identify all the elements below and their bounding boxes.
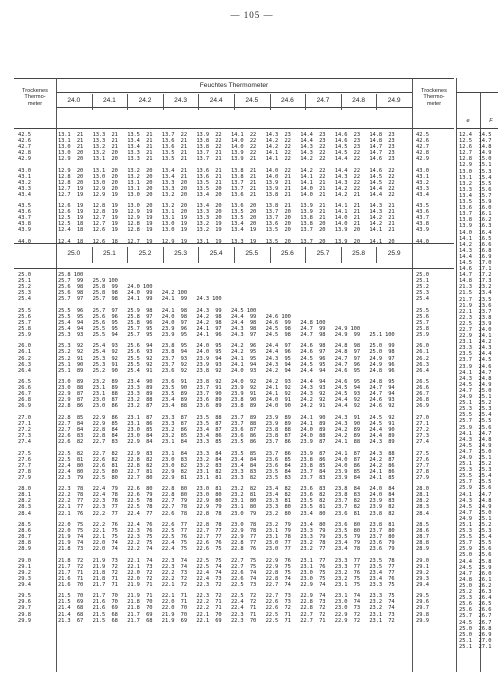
left-header-label: Trockenes Thermo- meter [22,88,48,107]
wet-bulb-rows: 22.8 85 22.9 86 23.1 87 23.3 87 23.5 88 23.7 89 23.9 89 24.1 90 24.3 91 24.5 92 22.7 84 22.9 85 23.1 86 23.3 87 23.5 87 23.7 88 23.9 89 24.1 89 24.3 90 24.5 91 22.7 84 22.8 84 23.0 85 23.2 86 23.4 87 23.6 87 23.8 88 24.0 89 24.2 89 24.4 90 22.6 83 22.8 84 23.0 84 23.2 85 23.4 86 23.6 86 23.8 87 24.0 88 24.2 89 24.4 89 22.6 82 22.7 83 22.9 84 23.1 84 23.3 85 23.5 86 23.7 86 23.9 87 24.1 88 24.3 89 [58,414,395,446]
column-divider [270,247,271,263]
header-bottom-rule [14,128,454,129]
dry-temp-right: 27.5 27.6 27.7 27.8 27.9 [416,450,429,481]
column-divider [92,247,93,263]
column-header: 25.4 [209,250,223,257]
column-header: 24.0 [67,97,81,104]
column-divider [92,94,93,110]
wet-bulb-rows: 25.5 96 25.7 97 25.9 98 24.1 98 24.3 99 24.5 100 25.5 95 25.6 96 25.8 97 24.0 98 24.2 98 24.4 99 24.6 100 25.4 94 25.6 95 25.8 96 24.0 97 24.2 98 24.4 98 24.6 99 24.8 100 25.4 94 25.5 95 25.7 95 23.9 96 24.1 97 24.3 98 24.5 98 24.7 99 24.9 100 25.3 93 25.5 94 25.7 95 23.9 95 24.1 96 24.3 97 24.5 98 24.7 98 24.9 99 25.1 100 [58,307,395,339]
dry-temp-right: 43.0 43.1 43.2 43.3 43.4 [416,167,429,198]
wet-bulb-rows: 12.6 19 12.8 19 13.0 20 13.2 20 13.4 20 13.6 20 13.8 21 13.9 21 14.1 21 14.3 21 12.6 19 12.8 19 12.9 19 13.1 20 13.3 20 13.5 20 13.7 20 13.9 21 14.1 21 14.3 21 12.5 19 12.7 19 12.9 19 13.1 19 13.3 20 13.5 20 13.7 20 13.8 21 14.0 21 14.2 21 12.5 18 12.7 19 12.8 19 13.0 19 13.2 19 13.4 20 13.6 20 13.8 20 14.0 21 14.2 21 12.4 18 12.6 19 12.8 19 13.0 19 13.2 19 13.4 19 13.5 20 13.7 20 13.9 20 14.1 21 [58,203,395,234]
mid-bottom-rule [14,268,454,269]
dry-temp-left: 25.5 25.6 25.7 25.8 25.9 [18,307,31,339]
column-header: 24.5 [245,97,259,104]
table-title: Feuchtes Thermometer [199,82,269,89]
column-header: 24.1 [102,97,116,104]
column-divider [127,247,128,263]
dry-temp-left: 26.0 26.1 26.2 26.3 26.4 [18,343,31,374]
column-divider [198,247,199,263]
column-divider [341,247,342,263]
column-divider [127,94,128,110]
column-header: 24.8 [352,97,366,104]
column-header: 25.7 [316,250,330,257]
column-divider [163,94,164,110]
column-divider [376,247,377,263]
dry-temp-right: 28.5 28.6 28.7 28.8 28.9 [416,521,429,553]
column-divider [234,94,235,110]
column-header: 24.6 [280,97,294,104]
wet-bulb-rows: 13.1 21 13.3 21 13.5 21 13.7 22 13.9 22 14.1 22 14.3 23 14.4 23 14.6 23 14.8 23 13.1 21 13.3 21 13.4 21 13.6 21 13.8 22 14.0 22 14.2 22 14.4 23 14.6 23 14.8 23 13.0 21 13.2 21 13.4 21 13.6 21 13.8 22 14.0 22 14.2 22 14.3 22 14.5 23 14.7 23 13.0 20 13.2 20 13.3 21 13.5 21 13.7 21 13.9 22 14.1 22 14.3 22 14.5 22 14.7 23 12.9 20 13.1 20 13.3 21 13.5 21 13.7 21 13.9 21 14.1 22 14.2 22 14.4 22 14.6 23 [58,132,395,163]
dry-temp-right: 29.5 29.6 29.7 29.8 29.9 [416,593,429,624]
wet-bulb-rows: 23.0 89 23.2 89 23.4 90 23.6 91 23.8 92 24.0 92 24.2 93 24.4 94 24.6 95 24.8 95 23.0 88 23.1 89 23.3 89 23.5 90 23.7 91 23.9 92 24.1 92 24.3 93 24.5 94 24.7 94 22.9 87 23.1 88 23.3 89 23.5 89 23.7 90 23.9 91 24.1 92 24.3 92 24.5 93 24.7 94 22.9 87 23.0 87 23.2 88 23.4 89 23.6 89 23.8 90 24.0 91 24.2 92 24.4 92 24.6 93 22.8 86 23.0 86 23.2 87 23.4 88 23.6 89 23.8 89 24.0 90 24.2 91 24.4 92 24.6 92 [58,379,395,410]
wet-bulb-rows: 25.8 100 25.7 99 25.9 100 25.6 98 25.8 99 24.0 100 25.6 98 25.8 98 24.0 99 24.2 100 25.7 97 25.7 98 24.1 99 24.1 99 24.3 100 [58,272,222,303]
dry-temp-left: 28.5 28.6 28.7 28.8 28.9 [18,521,31,553]
column-header: 25.1 [102,250,116,257]
dry-temp-left: 27.5 27.6 27.7 27.8 27.9 [18,450,31,481]
column-divider [341,94,342,110]
dry-temp-left: 43.5 43.6 43.7 43.8 43.9 [18,203,31,234]
dry-temp-right: 43.5 43.6 43.7 43.8 43.9 [416,203,429,234]
dry-temp-right: 25.5 25.6 25.7 25.8 25.9 [416,307,429,339]
dry-temp-right: 29.0 29.1 29.2 29.3 29.4 [416,557,429,588]
dry-temp-right: 25.0 25.1 25.2 25.3 25.4 [416,272,429,303]
column-divider [198,94,199,110]
column-header: 25.2 [138,250,152,257]
right-header-label: Trockenes Thermo- meter [421,88,447,107]
column-header: 24.4 [209,97,223,104]
column-header: 25.6 [280,250,294,257]
side-e-header: e [466,118,470,124]
dry-temp-left: 27.0 27.1 27.2 27.3 27.4 [18,414,31,446]
dry-temp-left: 42.5 42.6 42.7 42.8 42.9 [18,132,31,163]
dry-temp-left: 44.0 [18,238,31,245]
column-header: 25.3 [174,250,188,257]
column-divider [234,247,235,263]
right-column-rule [412,78,413,672]
wet-bulb-rows: 22.3 78 22.4 79 22.6 80 22.8 80 23.0 81 23.2 82 23.4 82 23.6 83 23.8 84 24.0 84 22.2 78 22.4 78 22.6 79 22.8 80 23.0 80 23.2 81 23.4 82 23.6 82 23.8 83 24.0 84 22.2 77 22.3 78 22.5 78 22.7 79 22.9 80 23.1 80 23.3 81 23.5 82 23.7 82 23.9 83 22.1 77 22.3 77 22.5 78 22.7 78 22.9 79 23.1 80 23.3 80 23.5 81 23.7 82 23.9 82 22.1 76 22.2 77 22.4 77 22.6 78 22.8 78 23.0 79 23.2 80 23.4 80 23.6 81 23.8 82 [58,486,395,517]
column-divider [305,94,306,110]
column-divider [376,94,377,110]
dry-temp-left: 29.5 29.6 29.7 29.8 29.9 [18,593,31,624]
header-mid-rule [56,92,412,93]
dry-temp-left: 25.0 25.1 25.2 25.3 25.4 [18,272,31,303]
dry-temp-right: 26.0 26.1 26.2 26.3 26.4 [416,343,429,374]
dry-temp-right: 44.0 [416,238,429,245]
dry-temp-right: 28.0 28.1 28.2 28.3 28.4 [416,486,429,517]
wet-bulb-rows: 22.5 82 22.7 82 22.9 83 23.1 84 23.3 84 23.5 85 23.7 86 23.9 87 24.1 87 24.3 88 22.5 81 22.6 82 22.8 82 23.0 83 23.2 84 23.4 84 23.6 85 23.8 86 24.0 87 24.2 87 22.4 80 22.6 81 22.8 82 23.0 82 23.2 83 23.4 84 23.6 84 23.8 85 24.0 86 24.2 86 22.4 80 22.5 80 22.7 81 22.9 82 23.1 82 23.3 83 23.5 84 23.7 84 23.9 85 24.1 86 22.3 79 22.5 80 22.7 80 22.9 81 23.1 81 23.3 82 23.5 83 23.7 83 23.9 84 24.1 85 [58,450,395,481]
dry-temp-left: 26.5 26.6 26.7 26.8 26.9 [18,379,31,410]
side-e-f-values: 12.4 14.5 12.5 14.7 12.6 14.8 12.7 14.9 12.8 15.0 12.9 15.1 13.0 15.3 13.1 15.4 13.2 15.5 13.3 15.6 13.4 15.7 13.5 15.9 13.6 16.0 13.7 16.1 13.8 16.2 13.9 16.3 14.0 16.4 14.1 16.5 14.2 16.6 14.3 16.8 14.4 16.9 14.5 17.0 14.6 17.1 14.7 17.2 14.8 17.3 21.3 23.2 21.5 23.4 21.7 23.5 21.9 23.6 22.1 23.7 22.3 23.8 22.5 23.9 22.7 24.0 22.9 24.1 23.1 24.2 23.3 24.3 23.5 24.4 23.7 24.5 23.9 24.6 24.1 24.7 24.3 24.8 24.5 24.9 24.7 25.0 24.9 25.1 25.1 25.2 25.3 25.3 25.5 25.4 25.7 25.5 25.9 25.6 24.1 24.7 24.3 24.8 24.5 24.9 24.7 25.0 24.9 25.1 25.1 25.2 25.3 25.3 25.5 25.4 25.7 25.5 25.9 25.6 24.1 24.7 24.3 24.8 24.5 24.9 24.7 25.0 24.9 25.1 25.1 25.2 25.3 25.3 25.5 25.4 25.7 25.5 25.9 25.6 25.0 25.6 24.4 25.8 24.5 25.9 24.7 26.0 24.8 26.1 25.0 26.2 25.2 26.3 25.3 26.4 25.6 26.5 25.6 26.6 25.7 26.7 24.5 26.7 25.0 26.8 25.0 26.9 25.1 27.0 25.1 27.1 [459,132,492,650]
column-header: 25.9 [387,250,401,257]
side-f-header: F [489,118,493,124]
column-divider [305,247,306,263]
column-header: 24.9 [387,97,401,104]
left-column-rule [56,78,57,672]
wet-bulb-rows: 22.0 75 22.2 76 22.4 76 22.6 77 22.8 78 23.0 78 23.2 79 23.4 80 23.6 80 23.8 81 22.0 75 22.1 75 22.3 76 22.5 77 22.7 77 22.9 78 23.1 79 23.3 79 23.5 80 23.7 80 21.9 74 22.1 75 22.3 75 22.5 76 22.7 77 22.9 77 23.1 78 23.3 79 23.5 79 23.7 80 21.9 74 22.0 74 22.2 75 22.4 75 22.6 76 22.8 77 23.0 77 23.2 78 23.4 79 23.6 79 21.8 73 22.0 74 22.2 74 22.4 75 22.6 75 22.8 76 23.0 77 23.2 77 23.4 78 23.6 79 [58,521,395,553]
wet-bulb-rows: 12.9 20 13.1 20 13.2 20 13.4 21 13.6 21 13.8 21 14.0 22 14.2 22 14.4 22 14.6 22 12.8 20 13.0 20 13.2 20 13.4 21 13.6 21 13.8 21 14.0 21 14.1 22 14.3 22 14.5 22 12.8 20 13.0 20 13.1 20 13.3 20 13.5 21 13.7 21 13.9 21 14.1 21 14.3 22 14.5 22 12.7 19 12.9 20 13.1 20 13.3 20 13.5 20 13.7 21 13.9 21 14.0 21 14.2 22 14.4 22 12.7 19 12.9 19 13.0 20 13.2 20 13.4 20 13.6 21 13.8 21 14.0 21 14.2 21 14.4 22 [58,167,395,198]
column-header: 24.2 [138,97,152,104]
wet-bulb-rows: 21.8 72 21.9 73 22.1 74 22.3 74 22.5 75 22.7 75 22.9 76 23.1 77 23.3 77 23.5 78 21.7 72 21.9 72 22.1 73 22.3 74 22.5 74 22.7 75 22.9 75 23.1 76 23.3 77 23.5 77 21.7 71 21.8 72 22.0 72 22.2 73 22.4 74 22.6 74 22.8 75 23.0 75 23.2 76 23.4 77 21.6 71 21.8 71 22.0 72 22.2 72 22.4 73 22.6 74 22.8 74 23.0 75 23.2 75 23.4 76 21.6 70 21.7 71 21.9 71 22.1 72 22.3 72 22.5 73 22.7 74 22.9 74 23.1 75 23.3 75 [58,557,395,588]
wet-bulb-rows: 25.3 92 25.4 93 25.6 94 23.8 95 24.0 95 24.2 96 24.4 97 24.6 98 24.8 98 25.0 99 25.2 92 25.4 92 25.6 93 23.8 94 24.0 95 24.2 95 24.4 96 24.6 97 24.8 97 25.0 98 25.2 91 25.3 92 25.5 92 23.7 93 23.9 94 24.1 95 24.3 95 24.5 96 24.7 97 24.9 97 25.1 90 25.3 91 25.5 92 23.7 92 23.9 93 24.1 94 24.3 94 24.5 95 24.7 96 24.9 96 25.1 89 25.2 90 25.4 91 23.6 92 23.8 92 24.0 93 24.2 94 24.4 94 24.6 95 24.8 96 [58,343,395,374]
dry-temp-right: 27.0 27.1 27.2 27.3 27.4 [416,414,429,446]
column-header: 24.3 [174,97,188,104]
column-divider [270,94,271,110]
dry-temp-left: 43.0 43.1 43.2 43.3 43.4 [18,167,31,198]
side-table-top-rule [456,92,498,93]
dry-temp-right: 42.5 42.6 42.7 42.8 42.9 [416,132,429,163]
side-table-left-rule [456,78,457,672]
header-top-rule [14,78,454,79]
page-number: — 105 — [230,10,274,20]
column-header: 25.8 [352,250,366,257]
column-header: 25.5 [245,250,259,257]
dry-temp-left: 28.0 28.1 28.2 28.3 28.4 [18,486,31,517]
column-header: 25.0 [67,250,81,257]
column-divider [163,247,164,263]
wet-bulb-rows: 12.4 18 12.6 18 12.7 19 12.9 19 13.1 19 13.3 19 13.5 20 13.7 20 13.9 20 14.1 20 [58,238,395,245]
dry-temp-left: 29.0 29.1 29.2 29.3 29.4 [18,557,31,588]
wet-bulb-rows: 21.5 70 21.7 70 21.9 71 22.1 71 22.3 72 22.5 72 22.7 73 22.9 74 23.1 74 23.3 75 21.5 69 21.6 70 21.8 70 22.0 71 22.2 71 22.4 72 22.6 73 22.8 73 23.0 74 23.2 74 21.4 68 21.6 69 21.8 70 22.0 70 22.2 71 22.4 71 22.6 72 22.8 72 23.0 73 23.2 74 21.4 68 21.5 68 21.7 69 21.9 70 22.1 70 22.3 71 22.5 71 22.7 72 22.9 72 23.1 73 21.3 67 21.5 68 21.7 68 21.9 69 22.1 69 22.3 70 22.5 71 22.7 71 22.9 72 23.1 72 [58,593,395,624]
side-table-header-rule [456,128,498,129]
dry-temp-right: 26.5 26.6 26.7 26.8 26.9 [416,379,429,410]
column-header: 24.7 [316,97,330,104]
